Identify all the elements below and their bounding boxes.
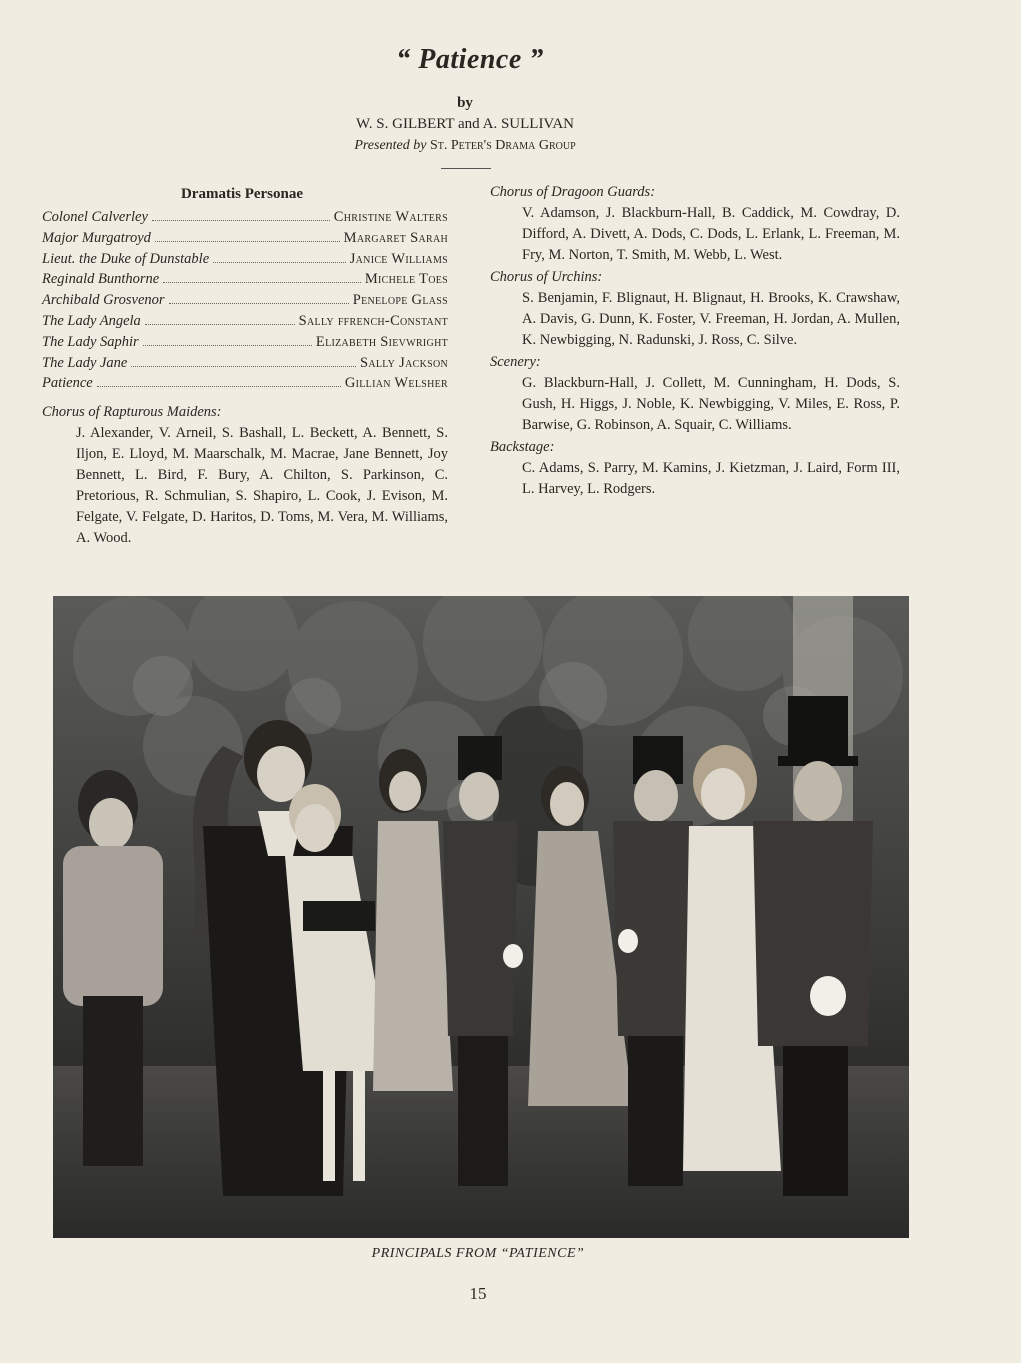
leader-dots	[143, 345, 312, 346]
scenery-heading: Scenery:	[490, 354, 541, 370]
dragoons-section	[490, 184, 900, 266]
backstage-names: C. Adams, S. Parry, M. Kamins, J. Kietzman, J. Laird, Form III, L. Harvey, L. Rodgers.	[522, 460, 900, 497]
role-name: Archibald Grosvenor	[42, 292, 165, 309]
actor-name: Christine Walters	[333, 209, 448, 225]
authors-line: W. S. GILBERT and A. SULLIVAN	[356, 116, 574, 132]
urchins-heading: Chorus of Urchins:	[490, 269, 603, 285]
right-column	[490, 184, 900, 503]
leader-dots	[163, 282, 361, 283]
maidens-names: J. Alexander, V. Arneil, S. Bashall, L. Beckett, A. Bennett, S. Iljon, E. Lloyd, M. Maarschalk, M. Macrae, Jane Bennett, Joy Bennett, L. Bird, F. Bury, A. Chilton, S. Parkinson, C. Pretorious, R. Schmulian, S. Shapiro, L. Cook, J. Evison, M. Felgate, V. Felgate, D. Haritos, D. Toms, M. Vera, M. Williams, A. Wood.	[76, 425, 448, 547]
cast-row	[42, 209, 448, 230]
actor-name: Margaret Sarah	[343, 229, 448, 246]
left-column	[42, 186, 448, 549]
role-name: Patience	[42, 375, 93, 392]
role-name: The Lady Angela	[42, 312, 141, 329]
cast-list	[42, 209, 448, 396]
page-title: “ Patience ”	[396, 44, 544, 75]
presented-line	[0, 138, 930, 154]
urchins-section	[490, 269, 900, 351]
leader-dots	[169, 303, 349, 304]
cast-row	[42, 375, 448, 396]
actor-name: Michele Toes	[364, 271, 448, 288]
leader-dots	[145, 324, 295, 325]
presented-prefix: Presented by	[354, 138, 427, 153]
urchins-names: S. Benjamin, F. Blignaut, H. Blignaut, H. Brooks, K. Crawshaw, A. Davis, G. Dunn, K. Foster, V. Freeman, H. Jordan, A. Mullen, K. Newbigging, N. Radunski, J. Ross, C. Silve.	[522, 290, 900, 348]
actor-name: Janice Williams	[349, 250, 448, 267]
cast-row	[42, 313, 448, 334]
cast-row	[42, 230, 448, 251]
dramatis-personae-heading: Dramatis Personae	[180, 186, 304, 202]
actor-name: Penelope Glass	[352, 292, 448, 309]
page-number: 15	[469, 1284, 487, 1303]
cast-row	[42, 334, 448, 355]
role-name: The Lady Saphir	[42, 333, 139, 350]
actor-name: Sally Jackson	[359, 354, 448, 371]
actor-name: Sally ffrench-Constant	[298, 312, 448, 329]
dragoons-heading: Chorus of Dragoon Guards:	[490, 184, 656, 200]
leader-dots	[131, 366, 356, 367]
role-name: Colonel Calverley	[42, 209, 148, 225]
leader-dots	[97, 386, 341, 387]
backstage-section	[490, 439, 900, 500]
scenery-names: G. Blackburn-Hall, J. Collett, M. Cunningham, H. Dods, S. Gush, H. Higgs, J. Noble, K. Newbigging, V. Miles, E. Ross, P. Barwise, G. Robinson, A. Squair, C. Williams.	[522, 375, 900, 433]
role-name: The Lady Jane	[42, 354, 128, 371]
cast-row	[42, 271, 448, 292]
leader-dots	[152, 220, 330, 221]
role-name: Major Murgatroyd	[42, 229, 151, 246]
cast-row	[42, 355, 448, 376]
backstage-heading: Backstage:	[490, 439, 555, 455]
dragoons-names: V. Adamson, J. Blackburn-Hall, B. Caddick, M. Cowdray, D. Difford, A. Divett, A. Dods, C. Dods, L. Erlank, L. Freeman, M. Fry, M. Norton, T. Smith, M. Webb, L. West.	[522, 205, 900, 263]
title-divider	[441, 168, 491, 169]
by-line: by	[457, 95, 473, 111]
cast-photograph	[53, 596, 909, 1238]
photo-illustration	[53, 596, 909, 1238]
scenery-section	[490, 354, 900, 436]
presented-group: St. Peter's Drama Group	[430, 138, 576, 153]
role-name: Reginald Bunthorne	[42, 271, 160, 288]
actor-name: Elizabeth Sievwright	[315, 333, 448, 350]
actor-name: Gillian Welsher	[344, 375, 448, 392]
photo-caption: PRINCIPALS FROM “PATIENCE”	[371, 1246, 585, 1261]
cast-row	[42, 292, 448, 313]
leader-dots	[155, 241, 340, 242]
role-name: Lieut. the Duke of Dunstable	[42, 250, 210, 267]
maidens-heading: Chorus of Rapturous Maidens:	[42, 404, 222, 421]
cast-row	[42, 251, 448, 272]
leader-dots	[213, 262, 346, 263]
